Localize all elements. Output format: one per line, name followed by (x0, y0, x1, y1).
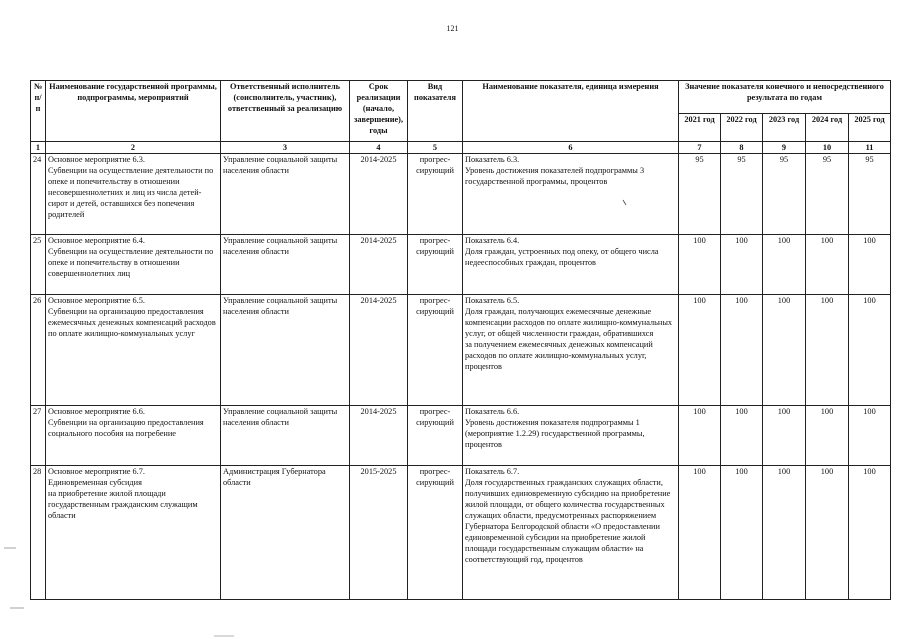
value-cell: 100 (721, 466, 763, 600)
value-cell: 95 (849, 154, 891, 235)
header-num: № п/п (31, 81, 46, 142)
value-cell: 100 (679, 235, 721, 295)
value-cell: 95 (679, 154, 721, 235)
column-number: 11 (849, 142, 891, 154)
column-number: 5 (408, 142, 463, 154)
indicator-name: Показатель 6.4. Доля граждан, устроенных под опеку, от общего числа недееспособных граждан, процентов (463, 235, 679, 295)
indicator-name: Показатель 6.6. Уровень достижения показателя подпрограммы 1 (мероприятие 1.2.29) государственной программы, процентов (463, 406, 679, 466)
page-number: 121 (446, 24, 459, 33)
measure-name: Основное мероприятие 6.6. Субвенции на организацию предоставления социального пособия на погребение (46, 406, 221, 466)
executor: Управление социальной защиты населения области (221, 235, 350, 295)
column-number: 1 (31, 142, 46, 154)
header-indicator: Наименование показателя, единица измерения (463, 81, 679, 142)
column-number: 7 (679, 142, 721, 154)
value-cell: 100 (849, 466, 891, 600)
value-cell: 100 (849, 406, 891, 466)
indicator-name: Показатель 6.7. Доля государственных гражданских служащих области, получивших единовременную субсидию на приобретение жилой площади, от общего количества государственных служащих области, предусмотренных распоряжением Губернатора Белгородской области «О предоставлении единовременной субсидии на приобретение жилой площади государственным служащим области» на соответствующий год, процентов (463, 466, 679, 600)
measure-name: Основное мероприятие 6.4. Субвенции на осуществление деятельности по опеке и попечительству в отношении совершеннолетних лиц (46, 235, 221, 295)
column-number: 4 (350, 142, 408, 154)
header-name: Наименование государственной программы, подпрограммы, мероприятий (46, 81, 221, 142)
header-year: 2023 год (763, 114, 806, 142)
value-cell: 95 (806, 154, 849, 235)
value-cell: 95 (721, 154, 763, 235)
value-cell: 100 (849, 235, 891, 295)
term: 2014-2025 (350, 235, 408, 295)
term: 2014-2025 (350, 154, 408, 235)
value-cell: 100 (806, 466, 849, 600)
header-year: 2022 год (721, 114, 763, 142)
header-year: 2024 год (806, 114, 849, 142)
indicator-kind: прогрес- сирующий (408, 235, 463, 295)
value-cell: 100 (763, 295, 806, 406)
column-number: 8 (721, 142, 763, 154)
row-number: 26 (31, 295, 46, 406)
header-kind: Вид показателя (408, 81, 463, 142)
column-number: 9 (763, 142, 806, 154)
column-number: 6 (463, 142, 679, 154)
indicator-kind: прогрес- сирующий (408, 154, 463, 235)
value-cell: 100 (849, 295, 891, 406)
row-number: 24 (31, 154, 46, 235)
column-number: 3 (221, 142, 350, 154)
column-number: 2 (46, 142, 221, 154)
header-executor: Ответственный исполнитель (соисполнитель, участник), ответственный за реализацию (221, 81, 350, 142)
value-cell: 100 (721, 406, 763, 466)
header-year: 2025 год (849, 114, 891, 142)
row-number: 25 (31, 235, 46, 295)
executor: Управление социальной защиты населения области (221, 154, 350, 235)
term: 2014-2025 (350, 295, 408, 406)
row-number: 27 (31, 406, 46, 466)
indicator-name: Показатель 6.3. Уровень достижения показателей подпрограммы 3 государственной программы, процентов (463, 154, 679, 235)
measure-name: Основное мероприятие 6.7. Единовременная субсидия на приобретение жилой площади государственным гражданским служащим области (46, 466, 221, 600)
header-values: Значение показателя конечного и непосредственного результата по годам (679, 81, 891, 114)
indicator-kind: прогрес- сирующий (408, 295, 463, 406)
measure-name: Основное мероприятие 6.3. Субвенции на осуществление деятельности по опеке и попечительству в отношении несовершеннолетних и лиц из числа детей-сирот и детей, оставшихся без попечения родителей (46, 154, 221, 235)
header-term: Срок реализации (начало, завершение), годы (350, 81, 408, 142)
scan-speck (623, 200, 626, 205)
value-cell: 100 (806, 235, 849, 295)
value-cell: 100 (806, 406, 849, 466)
executor: Управление социальной защиты населения области (221, 406, 350, 466)
executor: Администрация Губернатора области (221, 466, 350, 600)
value-cell: 100 (721, 235, 763, 295)
value-cell: 100 (679, 295, 721, 406)
value-cell: 100 (679, 466, 721, 600)
value-cell: 100 (721, 295, 763, 406)
executor: Управление социальной защиты населения области (221, 295, 350, 406)
indicator-name: Показатель 6.5. Доля граждан, получающих ежемесячные денежные компенсации расходов по оплате жилищно-коммунальных услуг, от общей численности граждан, обратившихся за получением ежемесячных денежных компенсаций расходов по оплате жилищно-коммунальных услуг, процентов (463, 295, 679, 406)
column-number: 10 (806, 142, 849, 154)
indicator-kind: прогрес- сирующий (408, 466, 463, 600)
header-year: 2021 год (679, 114, 721, 142)
value-cell: 100 (806, 295, 849, 406)
measure-name: Основное мероприятие 6.5. Субвенции на организацию предоставления ежемесячных денежных компенсаций расходов по оплате жилищно-коммунальных услуг (46, 295, 221, 406)
value-cell: 100 (763, 235, 806, 295)
value-cell: 100 (679, 406, 721, 466)
term: 2014-2025 (350, 406, 408, 466)
value-cell: 95 (763, 154, 806, 235)
value-cell: 100 (763, 466, 806, 600)
term: 2015-2025 (350, 466, 408, 600)
value-cell: 100 (763, 406, 806, 466)
indicator-kind: прогрес- сирующий (408, 406, 463, 466)
row-number: 28 (31, 466, 46, 600)
